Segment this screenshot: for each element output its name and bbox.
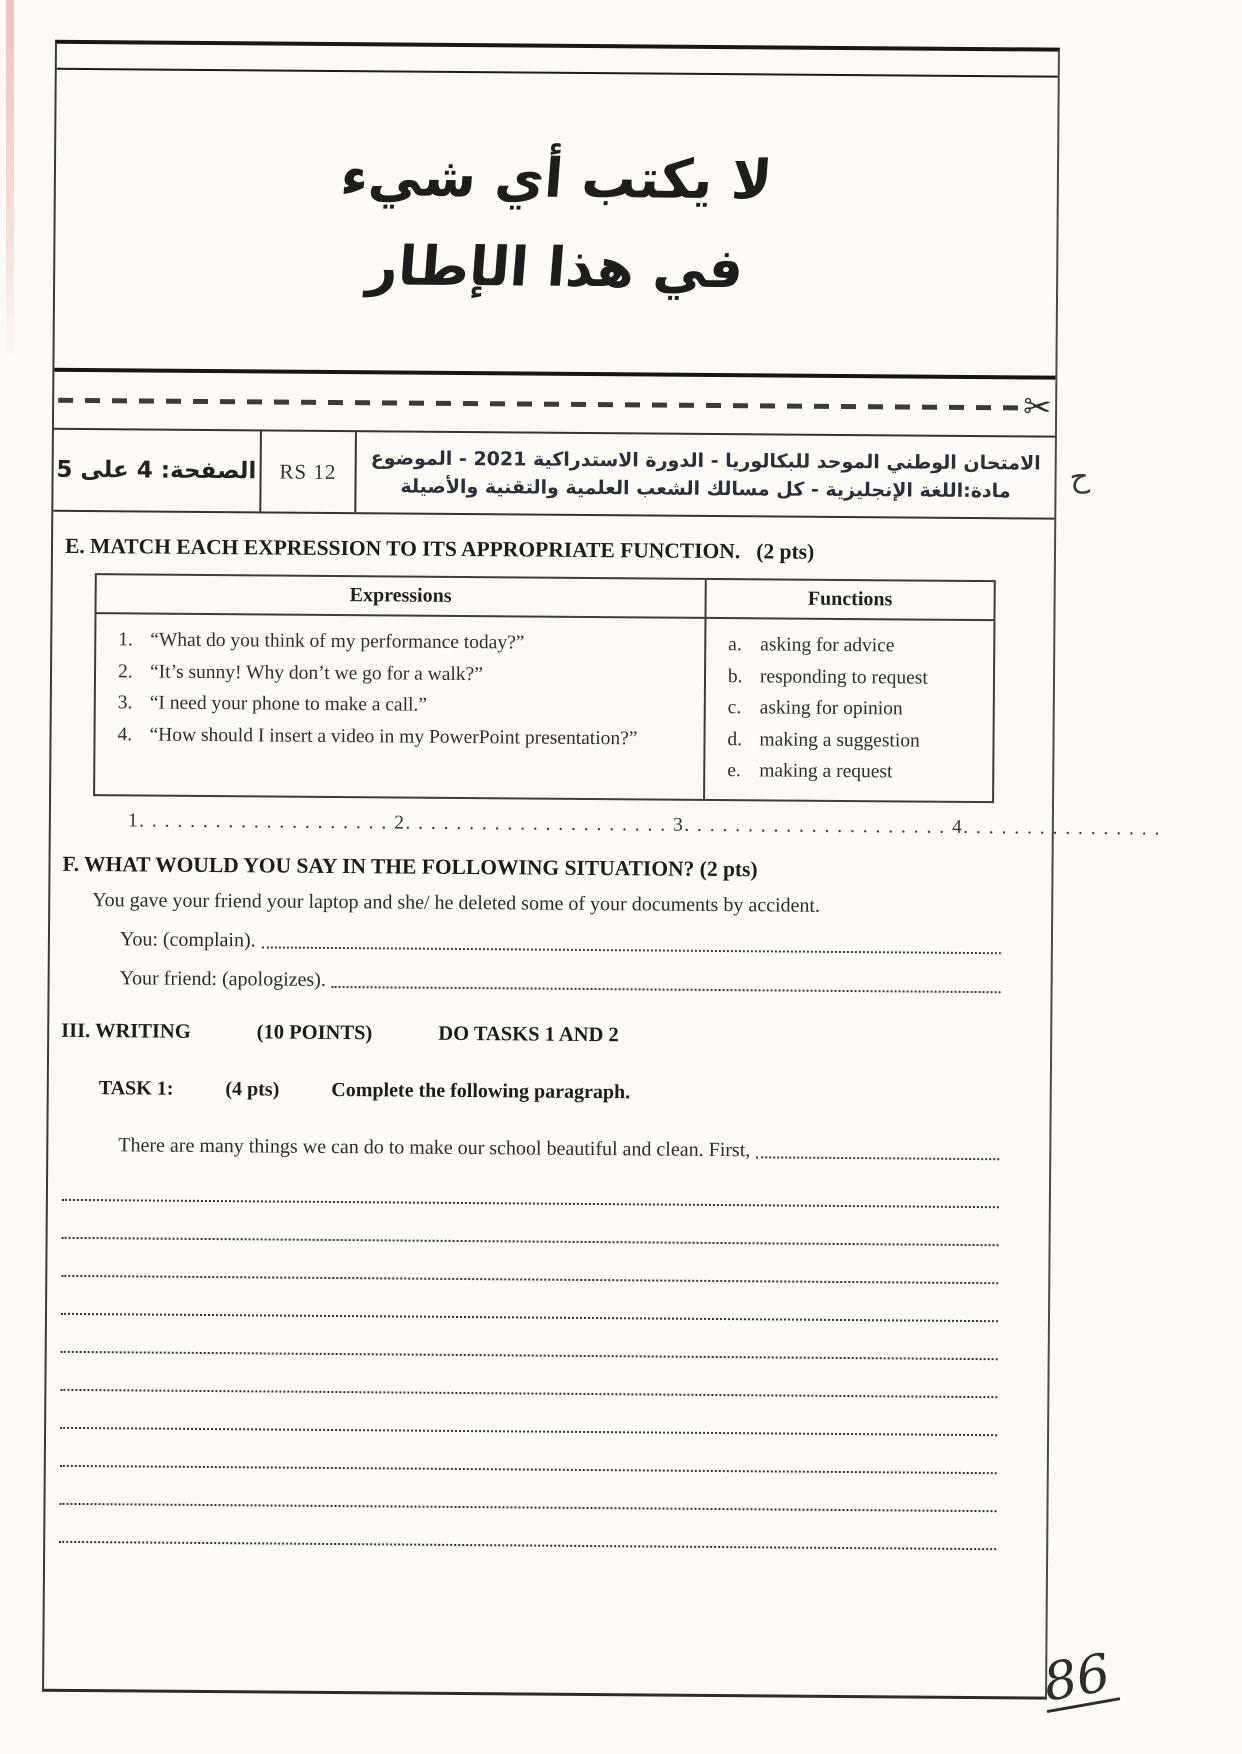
functions-column-header: Functions — [706, 580, 993, 621]
exam-title-line-1: الامتحان الوطني الموحد للبكالوريا - الدورة الاستدراكية 2021 - الموضوع — [370, 446, 1041, 475]
match-answer-line: 1. . . . . . . . . . . . . . . . . . . . 2. . . . . . . . . . . . . . . . . . . . . 3. . . . . . . . . . . . . . . . . . . . . 4. . . . . . . . . . . . . . . . — [127, 810, 1162, 840]
writing-title: III. WRITING — [61, 1019, 191, 1043]
expression-text: “What do you think of my performance today?” — [150, 629, 525, 654]
expression-num: 4. — [117, 724, 133, 746]
page-number-cell — [53, 430, 261, 512]
margin-mark: ح — [1067, 458, 1091, 496]
paragraph-start-row — [118, 1134, 1001, 1164]
exam-content — [45, 512, 1162, 1551]
scissors-icon: ✂ — [1021, 386, 1053, 429]
expression-text: “It’s sunny! Why don’t we go for a walk?” — [149, 661, 483, 685]
function-letter: c. — [727, 697, 742, 719]
notice-line-1: لا يكتب أي شيء — [338, 145, 775, 212]
writing-points: (10 POINTS) — [256, 1021, 373, 1045]
functions-list — [705, 619, 993, 801]
expressions-list — [95, 614, 706, 799]
cut-line — [54, 372, 1055, 436]
scan-edge-artifact — [6, 0, 14, 360]
page-number-label: الصفحة: 4 على 5 — [56, 456, 257, 485]
expression-item — [117, 719, 695, 755]
task1-points: (4 pts) — [225, 1078, 280, 1101]
expression-text: “How should I insert a video in my PowerPoint presentation?” — [149, 724, 638, 750]
notice-line-2: في هذا الإطار — [365, 234, 747, 301]
expressions-column-header: Expressions — [96, 575, 706, 619]
function-text: asking for advice — [760, 634, 895, 657]
reference-code: RS 12 — [279, 459, 337, 484]
exam-title-cell — [356, 432, 1055, 517]
writing-section-heading — [61, 1020, 1002, 1050]
cut-dashes — [58, 397, 1021, 410]
expression-item — [118, 624, 696, 660]
function-item — [728, 661, 985, 695]
task1-heading — [99, 1077, 1002, 1107]
do-not-write-notice-box — [54, 70, 1057, 380]
expression-item — [118, 687, 696, 723]
function-item — [727, 724, 984, 758]
you-label: You: (complain). — [119, 928, 256, 952]
you-answer-row — [120, 928, 1003, 958]
handwritten-mark: 86 — [1038, 1646, 1121, 1713]
function-letter: e. — [727, 760, 741, 782]
expression-num: 1. — [118, 629, 133, 651]
section-f-heading — [62, 852, 1003, 884]
function-letter: a. — [728, 634, 742, 656]
function-text: making a suggestion — [759, 729, 920, 752]
section-f-points: (2 pts) — [699, 856, 758, 882]
task1-instruction: Complete the following paragraph. — [331, 1078, 631, 1104]
paragraph-start-text: There are many things we can do to make our school beautiful and clean. First, — [118, 1134, 751, 1162]
expression-num: 3. — [117, 692, 133, 714]
function-letter: b. — [727, 665, 743, 687]
function-text: making a request — [759, 760, 893, 783]
function-text: asking for opinion — [759, 697, 903, 720]
friend-answer-row — [120, 967, 1003, 997]
function-item — [728, 692, 985, 726]
expression-num: 2. — [117, 660, 133, 682]
expression-text: “I need your phone to make a call.” — [149, 692, 428, 716]
paragraph-start-dots — [756, 1155, 999, 1160]
section-e-heading — [65, 534, 1006, 566]
exam-header — [53, 428, 1091, 520]
function-item — [727, 755, 984, 789]
function-letter: d. — [727, 728, 743, 750]
writing-instruction: DO TASKS 1 AND 2 — [438, 1022, 619, 1047]
situation-text: You gave your friend your laptop and she/ he deleted some of your documents by accident. — [92, 888, 821, 917]
writing-line — [59, 1505, 996, 1550]
section-e-title: E. MATCH EACH EXPRESSION TO ITS APPROPRIATE FUNCTION. — [64, 533, 741, 564]
match-table — [93, 573, 996, 803]
expression-item — [118, 656, 696, 692]
function-item — [728, 629, 985, 663]
friend-label: Your friend: (apologizes). — [119, 967, 326, 991]
you-answer-dots — [262, 945, 1001, 954]
section-e-points: (2 pts) — [756, 539, 815, 564]
reference-code-cell — [261, 431, 357, 512]
exam-title-line-2: مادة:اللغة الإنجليزية - كل مسالك الشعب العلمية والتقنية والأصيلة — [400, 475, 1011, 503]
friend-answer-dots — [332, 985, 1001, 993]
section-f-title: F. WHAT WOULD YOU SAY IN THE FOLLOWING SITUATION? — [62, 851, 695, 881]
task1-label: TASK 1: — [98, 1077, 174, 1100]
function-text: responding to request — [759, 665, 928, 689]
